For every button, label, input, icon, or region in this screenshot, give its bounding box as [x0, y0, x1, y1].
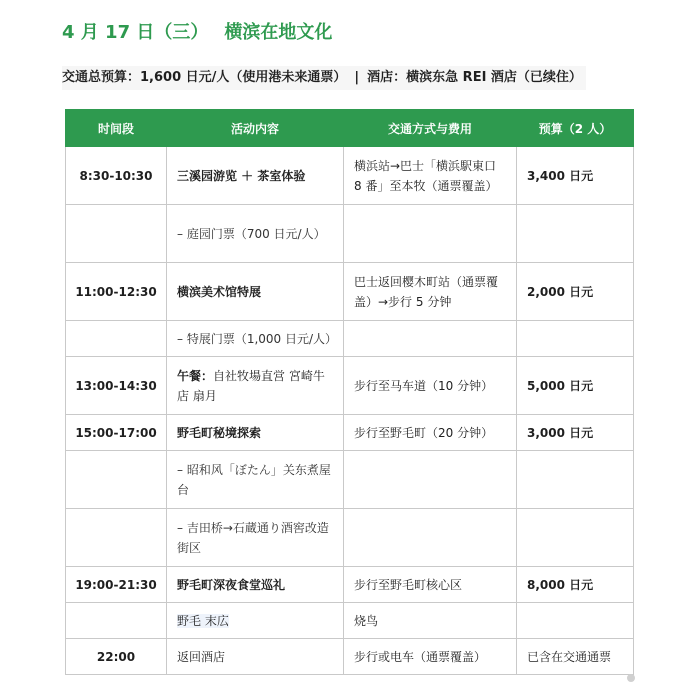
row-budget — [517, 509, 634, 567]
row-time — [66, 603, 167, 639]
row-time — [66, 321, 167, 357]
hotel-info: 酒店：横滨东急 REI 酒店（已续住） — [367, 70, 582, 85]
table-row — [66, 205, 634, 263]
row-transport: 步行或电车（通票覆盖） — [344, 639, 517, 675]
row-budget: 3,400 日元 — [517, 147, 634, 205]
row-time: 22:00 — [66, 639, 167, 675]
row-transport — [344, 321, 517, 357]
row-budget — [517, 205, 634, 263]
lunch-label: 午餐： — [177, 368, 214, 383]
row-activity: – 庭园门票（700 日元/人） — [167, 205, 344, 263]
title-place: 横滨在地文化 — [224, 22, 333, 43]
header-budget: 预算（2 人） — [517, 110, 634, 147]
row-budget — [517, 451, 634, 509]
row-activity: – 特展门票（1,000 日元/人） — [167, 321, 344, 357]
row-activity: 野毛町深夜食堂巡礼 — [167, 567, 344, 603]
row-time: 8:30-10:30 — [66, 147, 167, 205]
itinerary-table — [65, 109, 634, 675]
row-activity: – 昭和风「ぼたん」关东煮屋台 — [167, 451, 344, 509]
row-budget — [517, 603, 634, 639]
table-row — [66, 603, 634, 639]
summary-separator: | — [354, 70, 360, 85]
row-time — [66, 509, 167, 567]
transport-budget: 交通总预算：1,600 日元/人（使用港未来通票） — [62, 70, 347, 85]
row-budget: 2,000 日元 — [517, 263, 634, 321]
scroll-indicator[interactable] — [627, 674, 635, 682]
table-row — [66, 567, 634, 603]
table-row — [66, 321, 634, 357]
row-transport: 步行至野毛町（20 分钟） — [344, 415, 517, 451]
table-row — [66, 509, 634, 567]
row-transport — [344, 451, 517, 509]
row-time — [66, 205, 167, 263]
row-transport — [344, 205, 517, 263]
row-time — [66, 451, 167, 509]
row-transport — [344, 509, 517, 567]
header-time: 时间段 — [66, 110, 167, 147]
row-budget: 已含在交通通票 — [517, 639, 634, 675]
row-activity: 返回酒店 — [167, 639, 344, 675]
row-activity — [167, 603, 344, 639]
summary-line — [62, 66, 586, 90]
row-transport: 步行至马车道（10 分钟） — [344, 357, 517, 415]
row-transport: 横浜站→巴士「横浜駅東口 8 番」至本牧（通票覆盖） — [344, 147, 517, 205]
title-date: 4 月 17 日（三） — [62, 22, 209, 43]
table-row — [66, 451, 634, 509]
row-activity: – 吉田桥→石蔵通り酒窖改造街区 — [167, 509, 344, 567]
row-transport: 步行至野毛町核心区 — [344, 567, 517, 603]
row-activity: 三溪园游览 ＋ 茶室体验 — [167, 147, 344, 205]
row-budget — [517, 321, 634, 357]
row-budget: 8,000 日元 — [517, 567, 634, 603]
restaurant-name: 野毛 末広 — [177, 613, 229, 628]
row-transport: 巴士返回樱木町站（通票覆盖）→步行 5 分钟 — [344, 263, 517, 321]
row-time: 13:00-14:30 — [66, 357, 167, 415]
table-header-row — [66, 110, 634, 147]
table-row — [66, 415, 634, 451]
table-row — [66, 639, 634, 675]
table-row — [66, 263, 634, 321]
header-transport: 交通方式与费用 — [344, 110, 517, 147]
row-activity — [167, 357, 344, 415]
page-title — [62, 18, 332, 44]
header-activity: 活动内容 — [167, 110, 344, 147]
row-time: 19:00-21:30 — [66, 567, 167, 603]
row-activity: 横滨美术馆特展 — [167, 263, 344, 321]
row-activity: 野毛町秘境探索 — [167, 415, 344, 451]
row-time: 11:00-12:30 — [66, 263, 167, 321]
row-budget: 3,000 日元 — [517, 415, 634, 451]
row-transport: 烧鸟 — [344, 603, 517, 639]
table-row — [66, 147, 634, 205]
row-time: 15:00-17:00 — [66, 415, 167, 451]
row-budget: 5,000 日元 — [517, 357, 634, 415]
lunch-restaurant: 自社牧場直営 宮崎牛店 扇月 — [177, 368, 325, 403]
table-row — [66, 357, 634, 415]
